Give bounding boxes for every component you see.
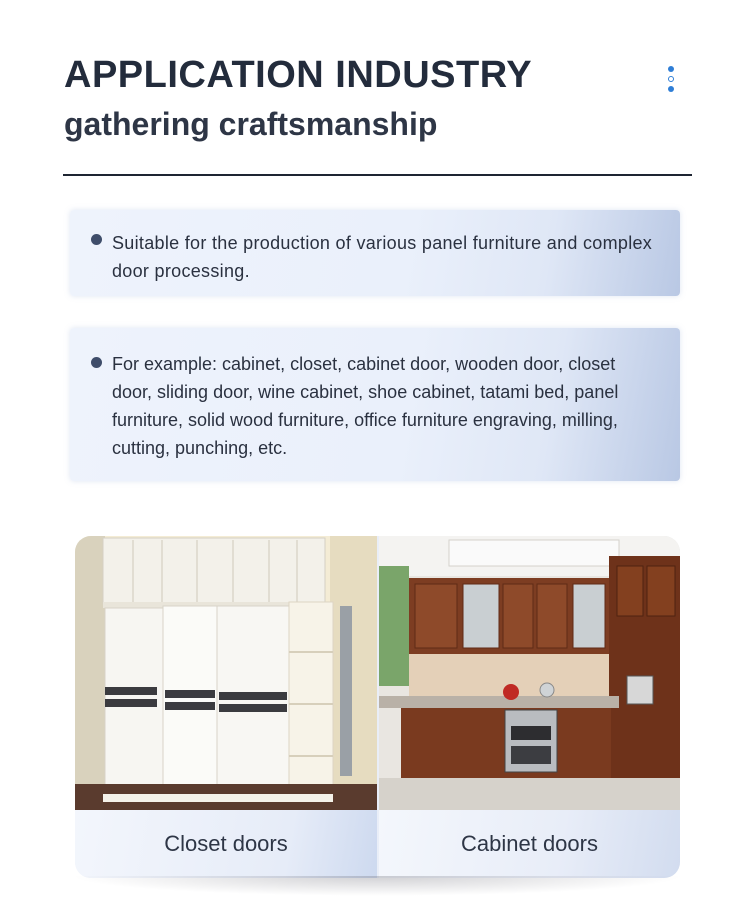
info-card	[70, 210, 680, 296]
dot-icon	[668, 86, 674, 92]
more-options-icon[interactable]	[668, 66, 676, 92]
bullet-icon	[91, 357, 102, 368]
info-card	[70, 328, 680, 481]
product-gallery	[75, 536, 680, 878]
gallery-caption: Closet doors	[75, 810, 377, 878]
gallery-shadow	[70, 876, 685, 896]
gallery-item[interactable]	[75, 536, 377, 878]
bullet-icon	[91, 234, 102, 245]
header-divider	[63, 174, 692, 176]
closet-photo	[75, 536, 377, 810]
kitchen-photo	[379, 536, 680, 810]
dot-icon	[668, 76, 674, 82]
gallery-item[interactable]	[379, 536, 680, 878]
page-subtitle: gathering craftsmanship	[64, 106, 438, 142]
info-card-text: Suitable for the production of various panel furniture and complex door processing.	[112, 233, 653, 281]
dot-icon	[668, 66, 674, 72]
info-card-text: For example: cabinet, closet, cabinet door, wooden door, closet door, sliding door, wine cabinet, shoe cabinet, tatami bed, panel furniture, solid wood furniture, office furniture engraving, milling, cutting, punching, etc.	[112, 354, 619, 458]
page-title: APPLICATION INDUSTRY	[64, 54, 533, 96]
gallery-caption: Cabinet doors	[379, 810, 680, 878]
